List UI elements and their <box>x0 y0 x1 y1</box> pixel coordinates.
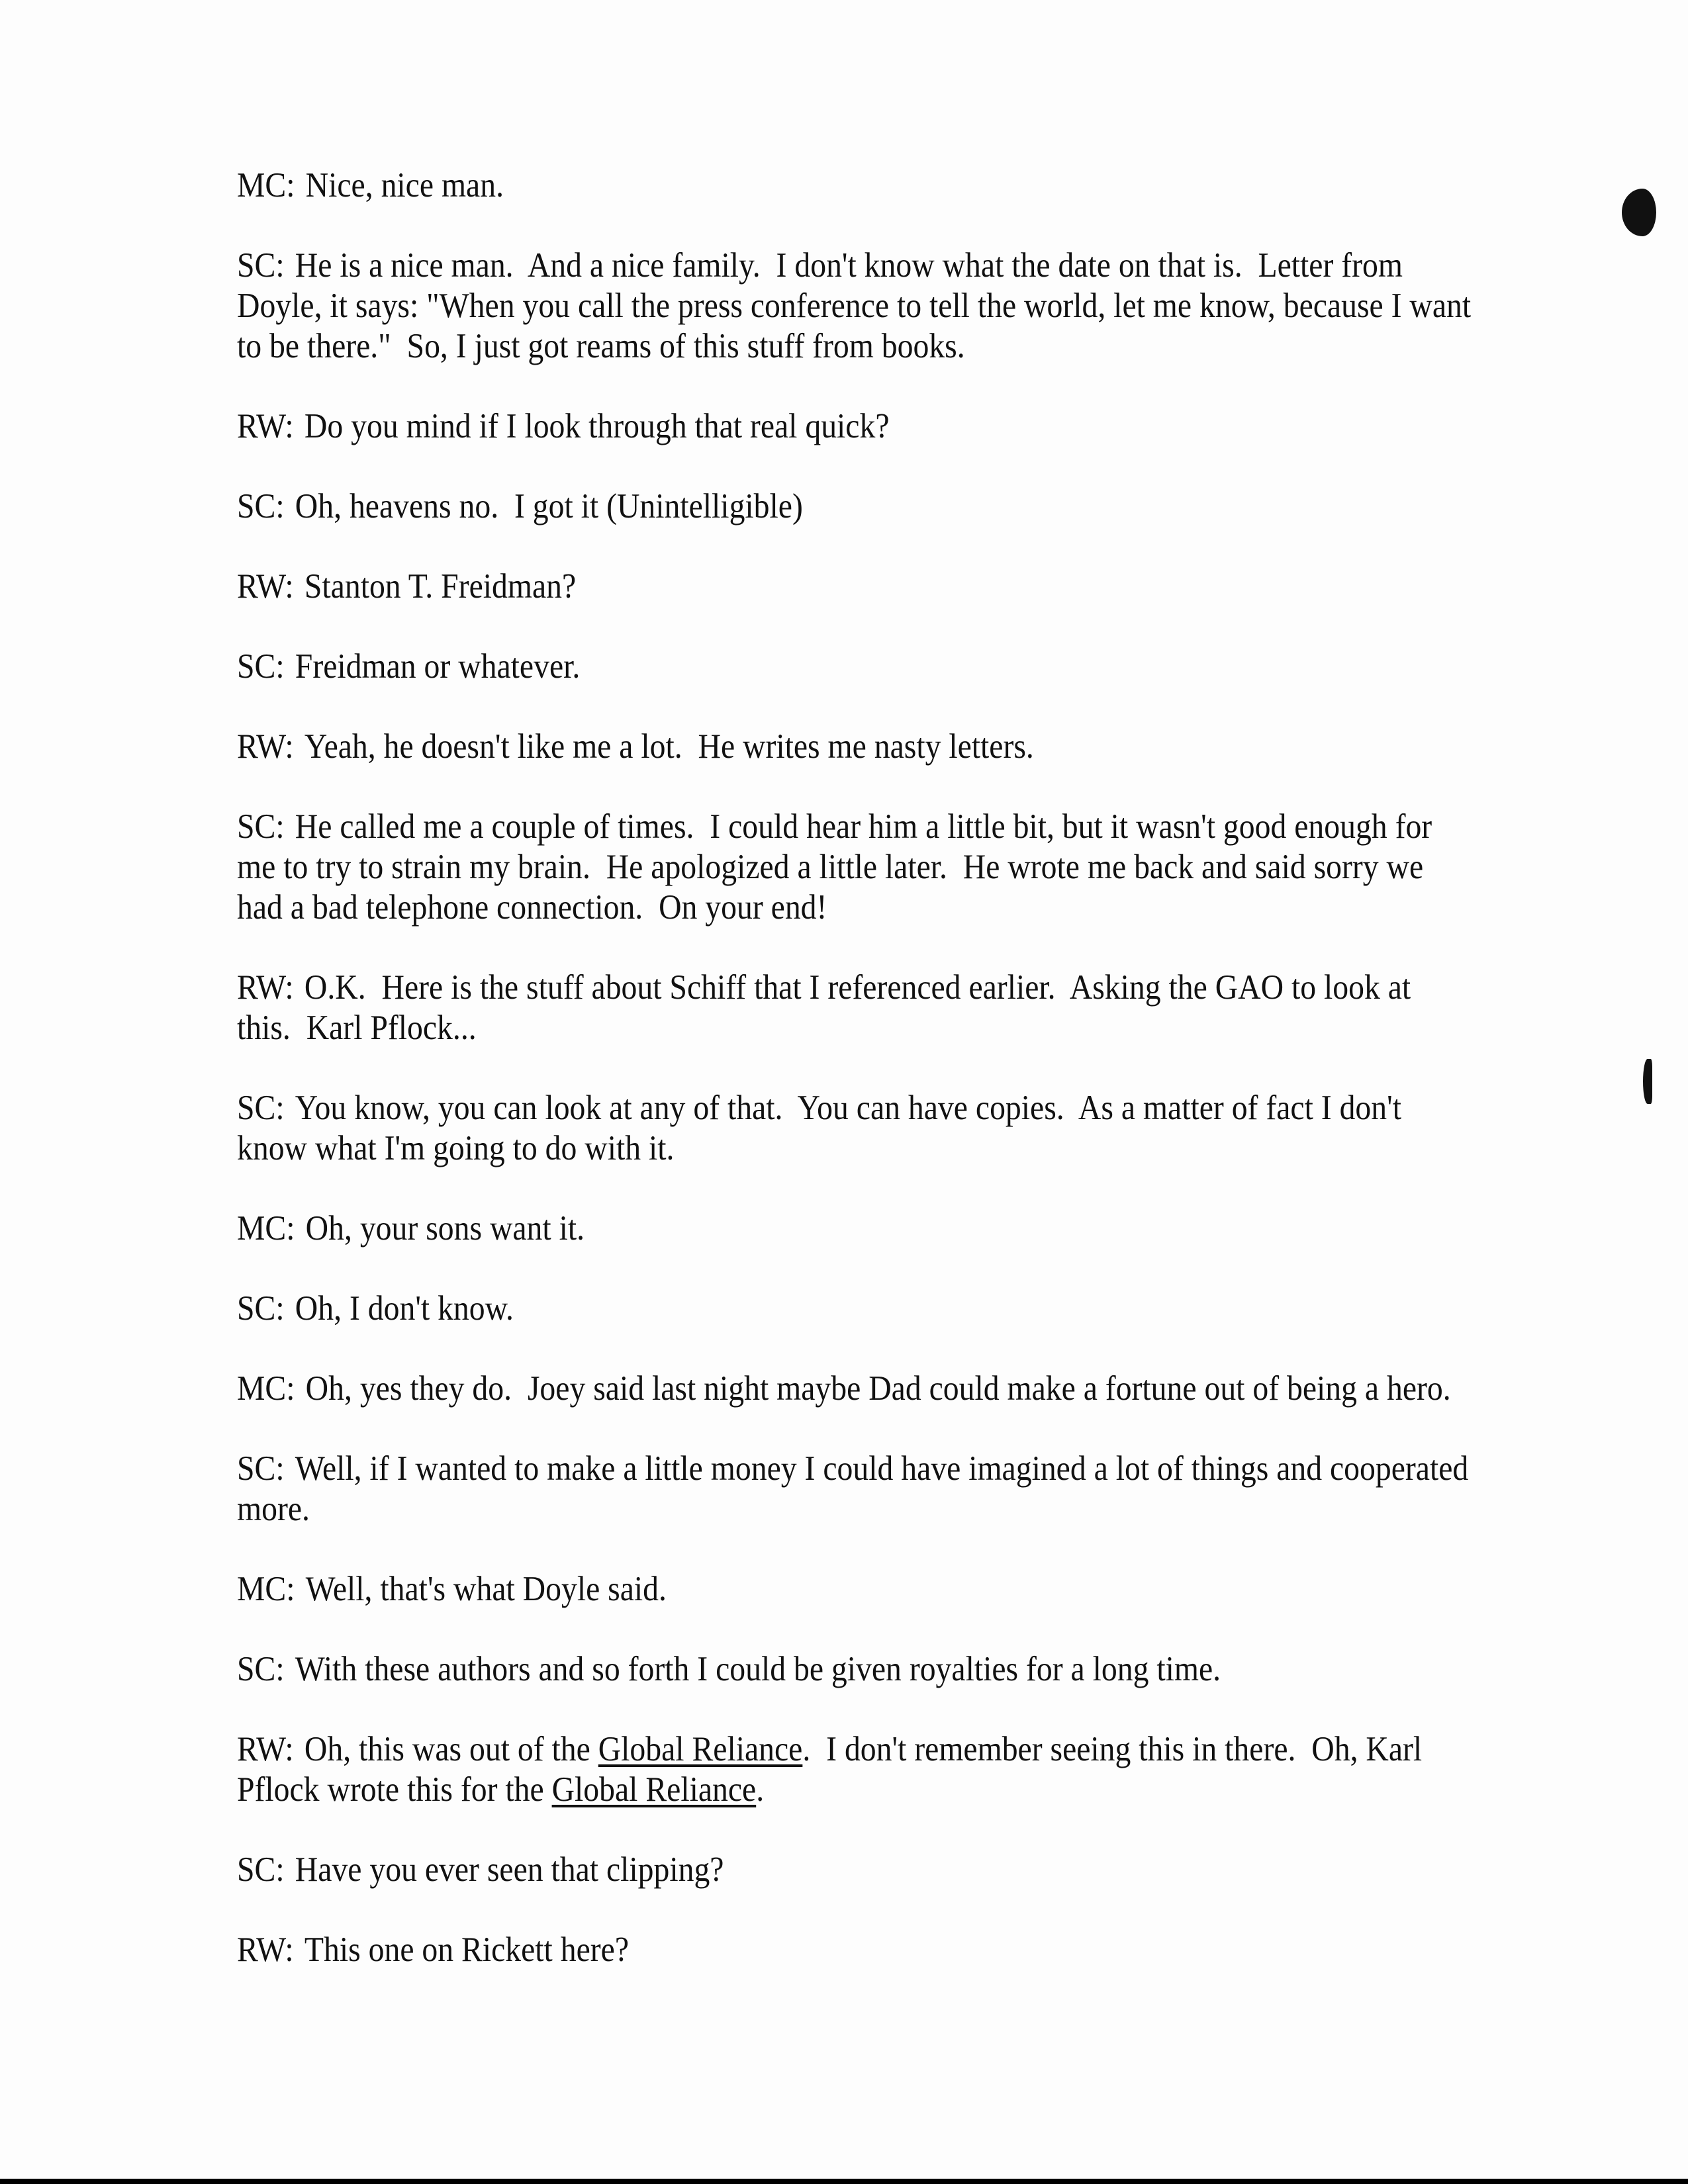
dialogue-text: He called me a couple of times. I could hear him a little bit, but it wasn't good enough for <box>295 807 1432 846</box>
transcript-entry <box>237 968 1608 1048</box>
transcript-page <box>237 165 1608 2010</box>
speaker-label: RW: <box>237 1931 294 1969</box>
speaker-label: RW: <box>237 567 294 606</box>
text-line <box>237 246 1471 286</box>
transcript-entry <box>237 647 1608 687</box>
transcript-entry <box>237 727 1608 767</box>
transcript-entry <box>237 1649 1608 1690</box>
dialogue-text: Oh, heavens no. I got it (Unintelligible) <box>295 487 803 525</box>
text-line <box>237 1649 1471 1690</box>
text-line <box>237 1569 1471 1610</box>
text-line <box>237 286 1471 326</box>
speaker-label: RW: <box>237 1730 294 1768</box>
transcript-entry <box>237 165 1608 206</box>
scan-artifact <box>1622 189 1656 236</box>
dialogue-text: This one on Rickett here? <box>304 1931 629 1969</box>
text-line <box>237 807 1471 847</box>
transcript-entry <box>237 1289 1608 1329</box>
dialogue-text: You know, you can look at any of that. You can have copies. As a matter of fact I don't <box>295 1089 1401 1127</box>
speaker-label: SC: <box>237 1650 285 1688</box>
dialogue-text: me to try to strain my brain. He apologized a little later. He wrote me back and said sorry we <box>237 848 1424 886</box>
speaker-label: MC: <box>237 166 295 205</box>
transcript-entry <box>237 406 1608 447</box>
dialogue-text: . I don't remember seeing this in there. Oh, Karl <box>802 1730 1423 1768</box>
text-line <box>237 887 1471 928</box>
transcript-entry <box>237 246 1608 367</box>
text-line <box>237 406 1471 447</box>
transcript-entry <box>237 1449 1608 1529</box>
speaker-label: RW: <box>237 407 294 445</box>
speaker-label: RW: <box>237 968 294 1007</box>
transcript-entry <box>237 1729 1608 1810</box>
transcript-entry <box>237 486 1608 527</box>
text-line <box>237 1729 1471 1770</box>
speaker-label: SC: <box>237 487 285 525</box>
transcript-entry <box>237 1208 1608 1249</box>
dialogue-text: Pflock wrote this for the <box>237 1770 552 1809</box>
text-line <box>237 1489 1471 1529</box>
dialogue-text: to be there." So, I just got reams of this stuff from books. <box>237 327 965 365</box>
publication-title: Global Reliance <box>551 1770 757 1809</box>
dialogue-text: Oh, your sons want it. <box>305 1209 585 1248</box>
text-line <box>237 1289 1471 1329</box>
speaker-label: SC: <box>237 807 285 846</box>
text-line <box>237 486 1471 527</box>
text-line <box>237 1850 1471 1890</box>
dialogue-text: . <box>756 1770 765 1809</box>
speaker-label: MC: <box>237 1209 295 1248</box>
text-line <box>237 1208 1471 1249</box>
text-line <box>237 847 1471 887</box>
dialogue-text: Have you ever seen that clipping? <box>295 1850 724 1889</box>
speaker-label: RW: <box>237 727 294 766</box>
text-line <box>237 567 1471 607</box>
speaker-label: SC: <box>237 246 285 285</box>
text-line <box>237 326 1471 367</box>
dialogue-text: Oh, this was out of the <box>304 1730 598 1768</box>
transcript-entry <box>237 1930 1608 1970</box>
transcript-entry <box>237 1088 1608 1169</box>
dialogue-text: O.K. Here is the stuff about Schiff that I referenced earlier. Asking the GAO to look at <box>304 968 1411 1007</box>
speaker-label: MC: <box>237 1570 295 1608</box>
speaker-label: SC: <box>237 1449 285 1488</box>
dialogue-text: this. Karl Pflock... <box>237 1009 477 1047</box>
transcript-entry <box>237 807 1608 928</box>
dialogue-text: Doyle, it says: "When you call the press conference to tell the world, let me know, because I want <box>237 287 1472 325</box>
page-bottom-edge <box>0 2179 1688 2184</box>
dialogue-text: Oh, I don't know. <box>295 1289 514 1328</box>
text-line <box>237 1449 1471 1489</box>
publication-title: Global Reliance <box>598 1730 803 1768</box>
text-line <box>237 968 1471 1008</box>
dialogue-text: Oh, yes they do. Joey said last night maybe Dad could make a fortune out of being a hero. <box>305 1369 1451 1408</box>
text-line <box>237 647 1471 687</box>
text-line <box>237 727 1471 767</box>
scan-artifact <box>1643 1059 1652 1104</box>
text-line <box>237 1088 1471 1128</box>
dialogue-text: He is a nice man. And a nice family. I don't know what the date on that is. Letter from <box>295 246 1403 285</box>
dialogue-text: know what I'm going to do with it. <box>237 1129 675 1167</box>
dialogue-text: Yeah, he doesn't like me a lot. He writes me nasty letters. <box>304 727 1034 766</box>
speaker-label: SC: <box>237 1850 285 1889</box>
text-line <box>237 165 1471 206</box>
dialogue-text: Do you mind if I look through that real quick? <box>304 407 890 445</box>
transcript-entry <box>237 1569 1608 1610</box>
dialogue-text: With these authors and so forth I could be given royalties for a long time. <box>295 1650 1221 1688</box>
transcript-entry <box>237 1369 1608 1409</box>
text-line <box>237 1128 1471 1169</box>
speaker-label: SC: <box>237 1089 285 1127</box>
speaker-label: MC: <box>237 1369 295 1408</box>
dialogue-text: Well, that's what Doyle said. <box>305 1570 667 1608</box>
dialogue-text: had a bad telephone connection. On your end! <box>237 888 827 927</box>
transcript-entry <box>237 1850 1608 1890</box>
dialogue-text: Freidman or whatever. <box>295 647 581 686</box>
text-line <box>237 1369 1471 1409</box>
dialogue-text: Stanton T. Freidman? <box>304 567 577 606</box>
speaker-label: SC: <box>237 1289 285 1328</box>
dialogue-text: Nice, nice man. <box>305 166 504 205</box>
speaker-label: SC: <box>237 647 285 686</box>
transcript-entry <box>237 567 1608 607</box>
text-line <box>237 1008 1471 1048</box>
text-line <box>237 1930 1471 1970</box>
dialogue-text: Well, if I wanted to make a little money I could have imagined a lot of things and cooperated <box>295 1449 1469 1488</box>
text-line <box>237 1770 1471 1810</box>
dialogue-text: more. <box>237 1490 310 1528</box>
